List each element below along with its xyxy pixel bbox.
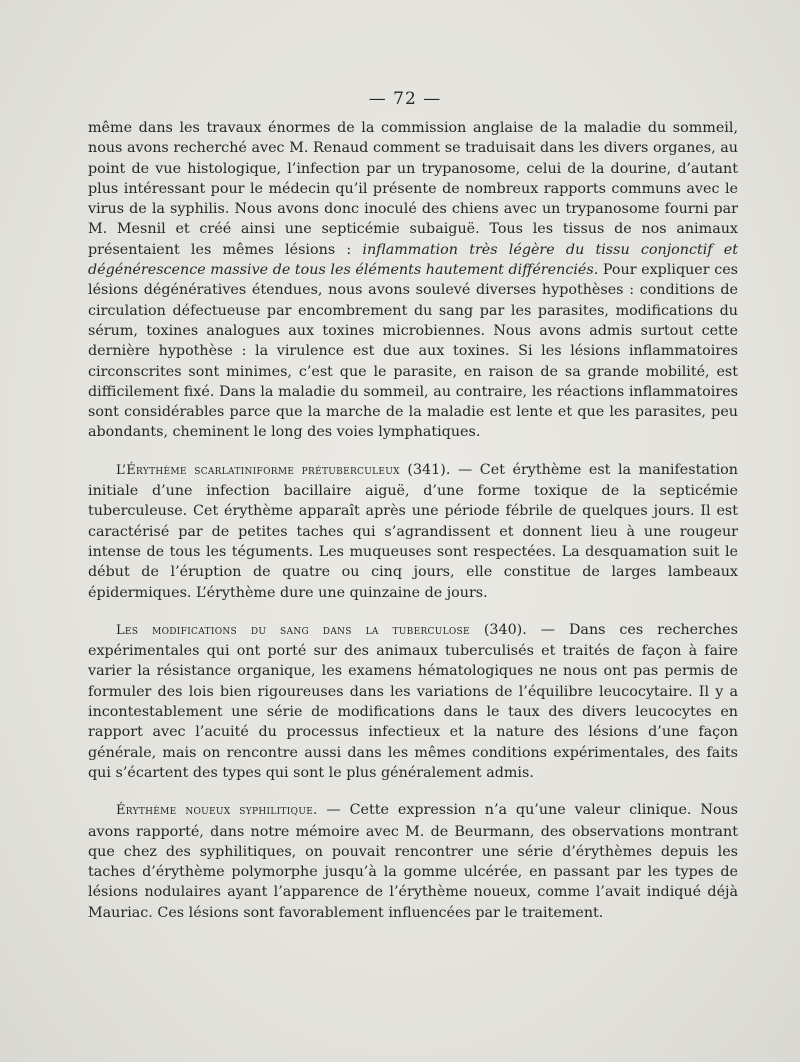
- paragraph-continuation: [88, 118, 738, 443]
- paragraph-text: Pour expliquer ces lésions dégénératives étendues, nous avons soulevé diverses hypothèses : conditions de circulation défectueuse par encombrement du sang par les parasites, modifications du sérum, toxines analogues aux toxines microbiennes. Nous avons admis surtout cette dernière hypothèse : la virulence est due aux toxines. Si les lésions inflammatoires circonscrites sont minimes, c’est que le parasite, en raison de sa grande mobilité, est difficilement fixé. Dans la maladie du sommeil, au contraire, les réactions inflammatoires sont considérables parce que la marche de la maladie est lente et que les parasites, peu abondants, cheminent le long des voies lymphatiques.: [88, 262, 739, 441]
- reference-number: (340).: [469, 621, 527, 638]
- paragraph-text: — Dans ces recherches expérimentales qui ont porté sur des animaux tuberculisés et traités de façon à faire varier la résistance organique, les examens hématologiques ne nous ont pas permis de formuler des lois bien rigoureuses dans les variations de l’équilibre leucocytaire. Il y a incontestablement une série de modifications dans le taux des divers leucocytes en rapport avec l’acuité du processus infectieux et la nature des lésions d’une façon générale, mais on rencontre aussi dans les mêmes conditions expérimentales, des faits qui s’écartent des types qui sont le plus généralement admis.: [88, 621, 738, 781]
- page-number: — 72 —: [368, 89, 442, 109]
- paragraph-modifications-sang: [88, 620, 738, 783]
- paragraph-text: — Cet érythème est la manifestation initiale d’une infection bacillaire aiguë, d’une forme toxique de la septicémie tuberculeuse. Cet érythème apparaît après une période fébrile de quelques jours. Il est caractérisé par de petites taches qui s’agrandissent et donnent lieu à une rougeur intense de tous les téguments. Les muqueuses sont respectées. La desquamation suit le début de l’éruption de quatre ou cinq jours, elle constitue de larges lambeaux épidermiques. L’érythème dure une quinzaine de jours.: [88, 461, 738, 601]
- paragraph-text: même dans les travaux énormes de la commission anglaise de la maladie du sommeil, nous avons recherché avec M. Renaud comment se traduisait dans les divers organes, au point de vue histologique, l’infection par un trypanosome, celui de la dourine, d’autant plus intéressant pour le médecin qu’il présente de nombreux rapports communs avec le virus de la syphilis. Nous avons donc inoculé des chiens avec un trypanosome fourni par M. Mesnil et créé ainsi une septicémie subaiguë. Tous les tissus de nos animaux présentaient les mêmes lésions :: [88, 120, 738, 258]
- paragraph-erytheme-scarlatiniforme: [88, 460, 738, 603]
- paragraph-erytheme-noueux: [88, 800, 738, 923]
- reference-number: (341).: [399, 461, 451, 478]
- section-heading: Les modifications du sang dans la tuberculose: [116, 622, 470, 638]
- section-heading: Érythème noueux syphilitique.: [116, 803, 318, 819]
- emphasized-text: inflammation très légère du tissu conjonctif et dégénérescence massive de tous les éléments hautement différenciés.: [88, 241, 738, 279]
- paragraph-text: — Cette expression n’a qu’une valeur clinique. Nous avons rapporté, dans notre mémoire avec M. de Beurmann, des observations montrant que chez des syphilitiques, on pouvait rencontrer une série d’érythèmes depuis les taches d’érythème polymorphe jusqu’à la gomme ulcérée, en passant par les types de lésions nodulaires ayant l’apparence de l’érythème noueux, comme l’avait indiqué déjà Mauriac. Ces lésions sont favorablement influencées par le traitement.: [88, 802, 738, 921]
- body-text: [88, 118, 738, 923]
- section-heading: L’Érythème scarlatiniforme prétuberculeux: [116, 462, 400, 478]
